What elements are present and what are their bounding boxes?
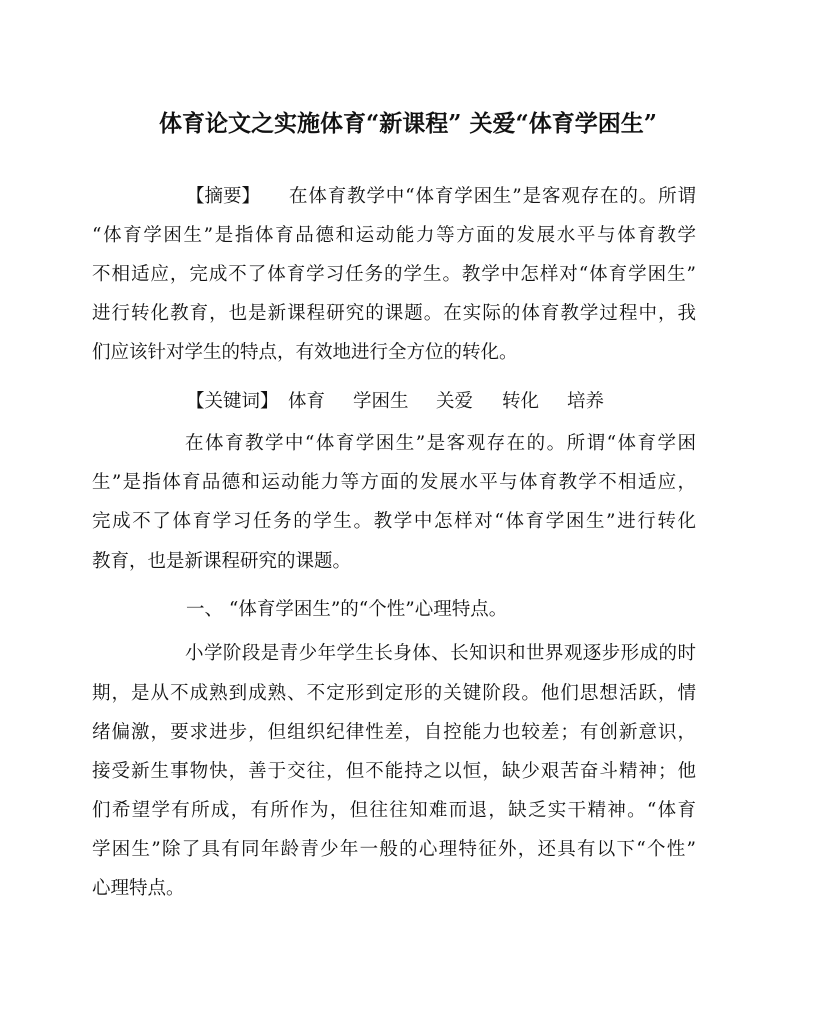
abstract-line-4: 进行转化教育，也是新课程研究的课题。在实际的体育教学过程中，我 — [92, 303, 696, 324]
section1-line-6: 学困生”除了具有同年龄青少年一般的心理特征外，还具有以下“个性” — [92, 839, 696, 860]
keyword-item: 关爱 — [436, 391, 474, 412]
intro-line-3: 完成不了体育学习任务的学生。教学中怎样对“体育学困生”进行转化 — [92, 511, 696, 532]
intro-line-4: 教育，也是新课程研究的课题。 — [92, 551, 352, 572]
abstract-line-2: “体育学困生”是指体育品德和运动能力等方面的发展水平与体育教学 — [92, 225, 696, 246]
section1-line-5: 们希望学有所成，有所作为，但往往知难而退，缺乏实干精神。“体育 — [92, 800, 696, 821]
section1-line-2: 期，是从不成熟到成熟、不定形到定形的关键阶段。他们思想活跃，情 — [92, 683, 696, 704]
abstract-line-5: 们应该针对学生的特点，有效地进行全方位的转化。 — [92, 342, 518, 363]
keyword-item: 体育 — [288, 391, 326, 412]
keyword-item: 学困生 — [353, 391, 409, 412]
section1-line-3: 绪偏激，要求进步，但组织纪律性差，自控能力也较差；有创新意识， — [92, 722, 696, 743]
intro-line-1: 在体育教学中“体育学困生”是客观存在的。所谓“体育学困 — [185, 433, 696, 454]
section1-line-1: 小学阶段是青少年学生长身体、长知识和世界观逐步形成的时 — [185, 643, 696, 664]
section1-line-7: 心理特点。 — [92, 878, 185, 899]
keyword-item: 转化 — [502, 391, 540, 412]
abstract-line-1: 在体育教学中“体育学困生”是客观存在的。所谓 — [289, 186, 696, 207]
section1-line-4: 接受新生事物快，善于交往，但不能持之以恒，缺少艰苦奋斗精神；他 — [92, 761, 696, 782]
keyword-item: 培养 — [567, 391, 605, 412]
abstract-label: 【摘要】 — [186, 186, 261, 207]
abstract-line-3: 不相适应，完成不了体育学习任务的学生。教学中怎样对“体育学困生” — [92, 264, 696, 285]
section-heading: 一、 “体育学困生”的“个性”心理特点。 — [186, 599, 508, 620]
intro-line-2: 生”是指体育品德和运动能力等方面的发展水平与体育教学不相适应， — [92, 472, 696, 493]
document-title: 体育论文之实施体育“新课程” 关爱“体育学困生” — [159, 110, 657, 137]
keywords-label: 【关键词】 — [186, 391, 279, 412]
